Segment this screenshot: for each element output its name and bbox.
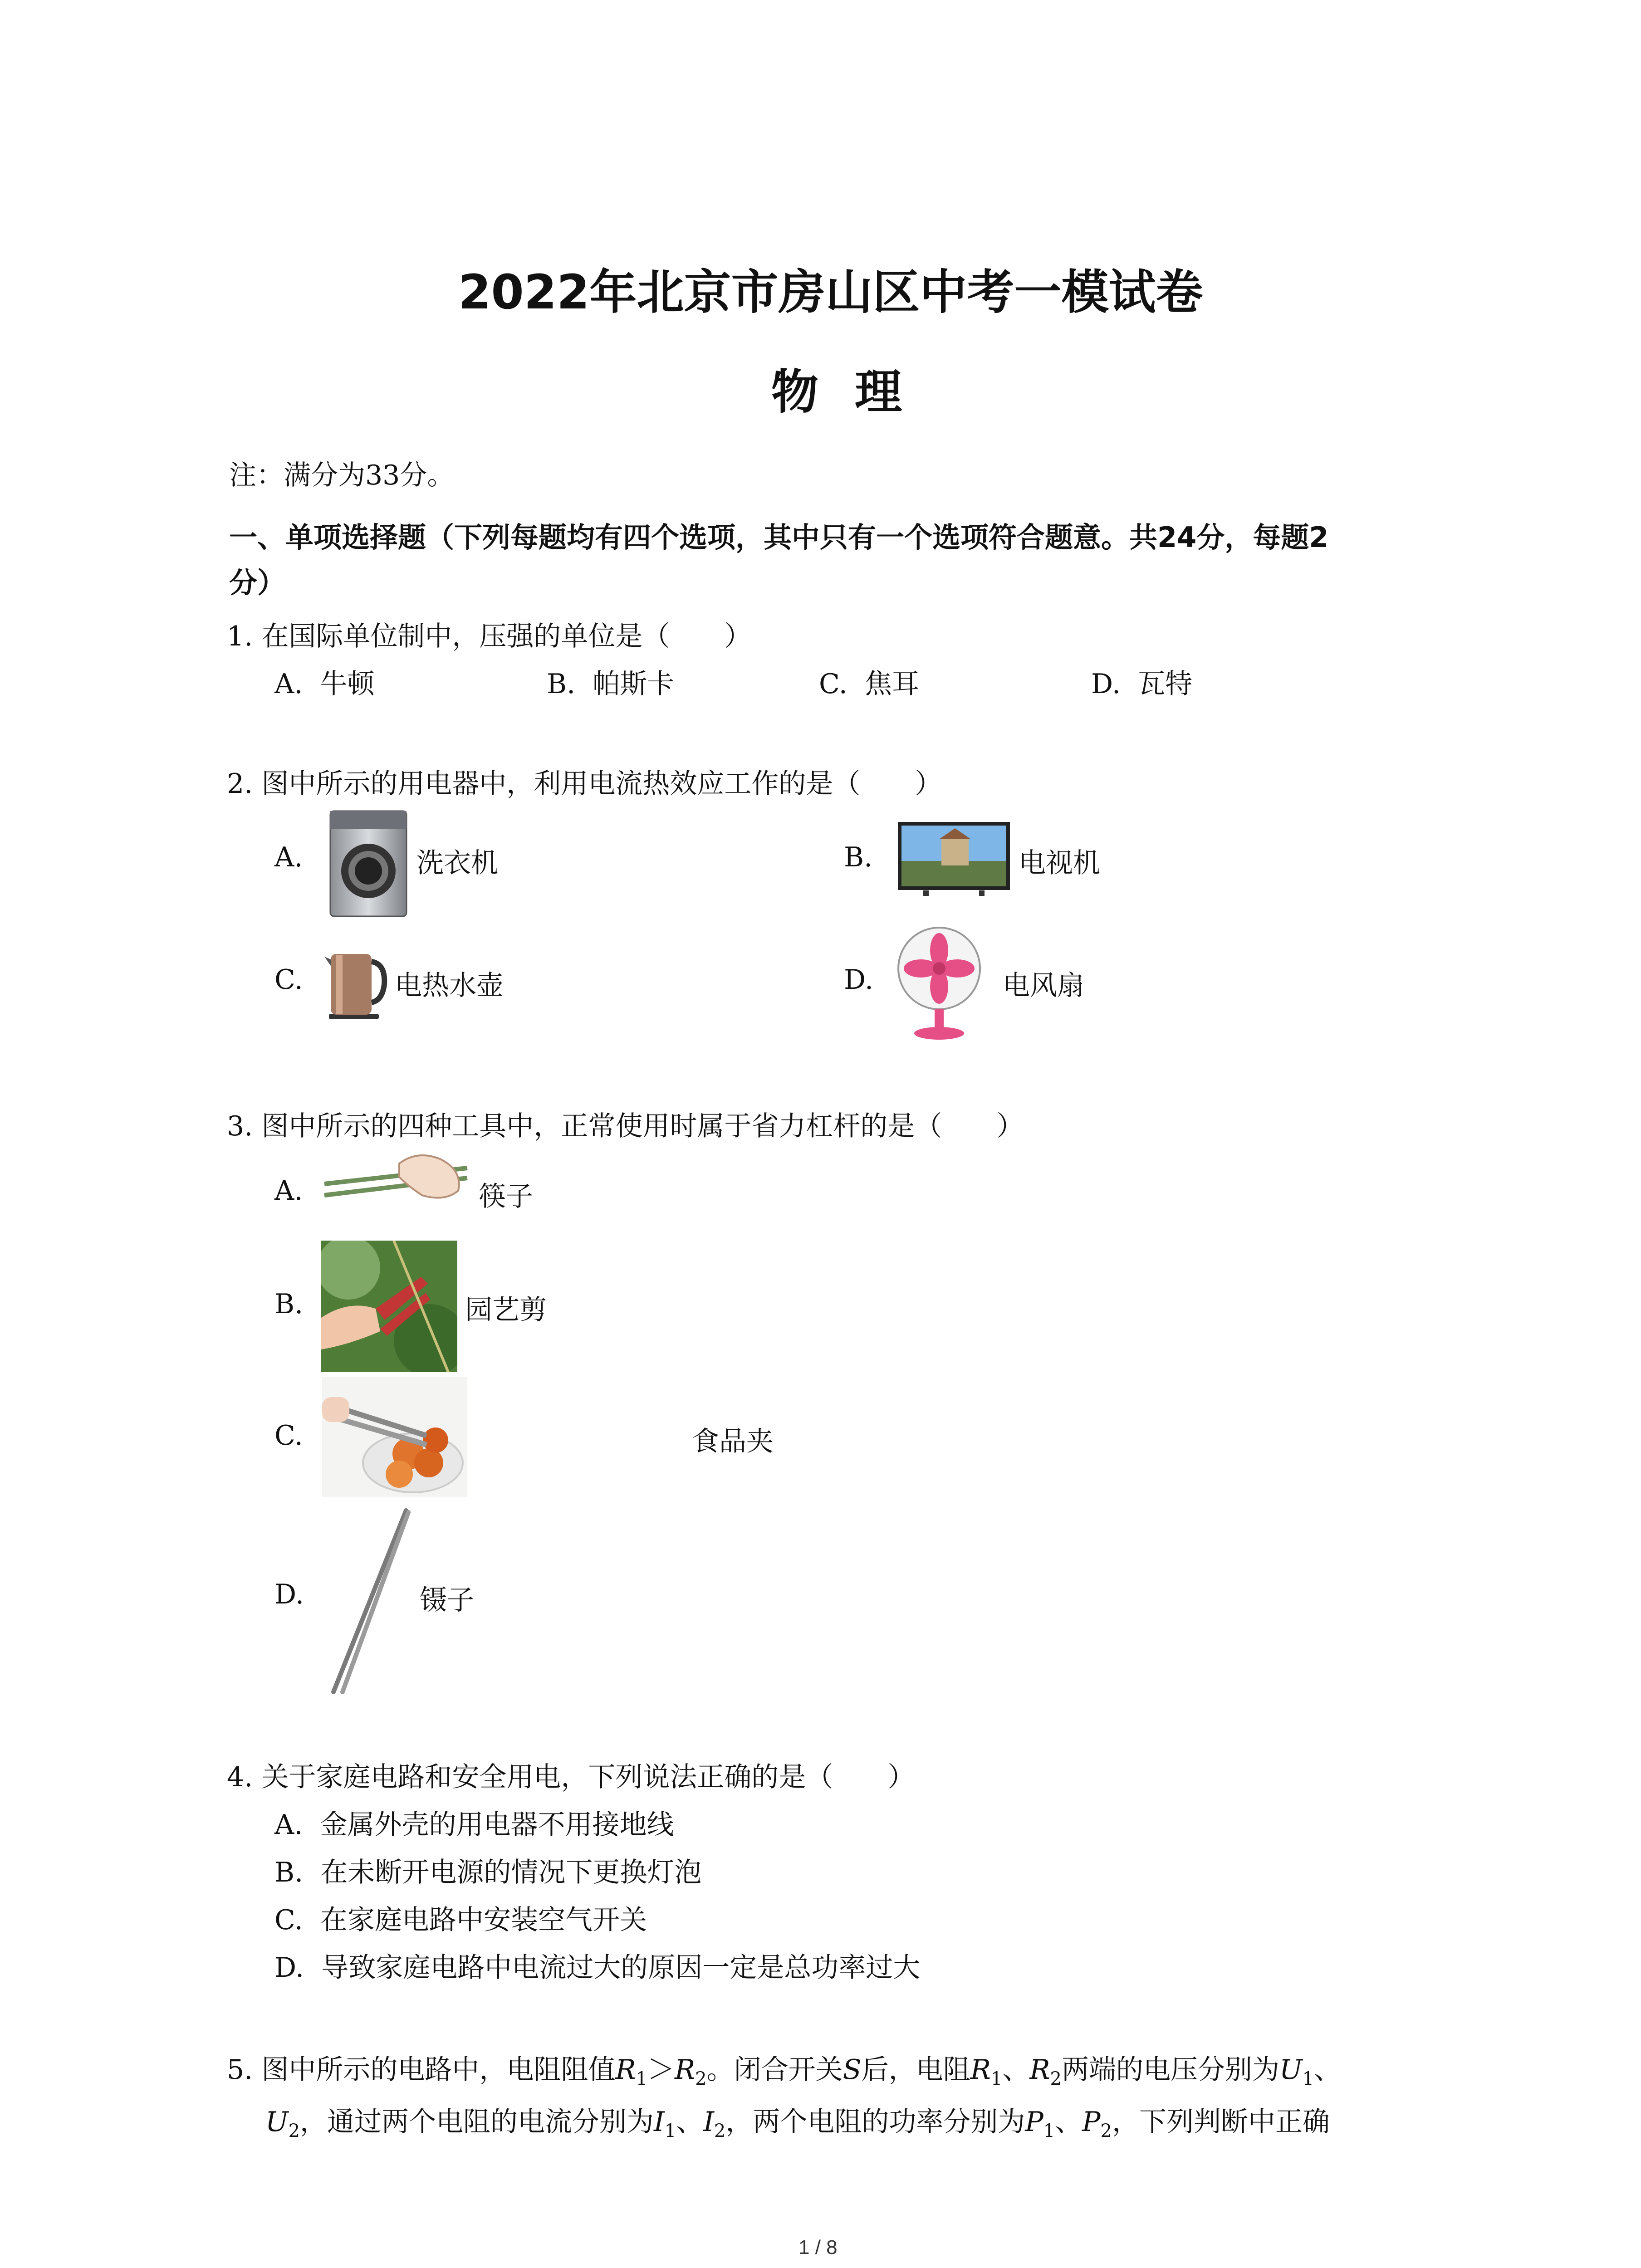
- q1-option-c: [819, 662, 919, 701]
- option-letter: B.: [547, 668, 576, 700]
- q2-option-d-letter: D.: [844, 964, 874, 996]
- q4-option-d: [274, 1946, 920, 1985]
- q5-line2: $U_2$，通过两个电阻的电流分别为$I_1$、$I_2$，两个电阻的功率分别为$P_1$、$P_2$，下列判断中正确: [265, 2106, 1330, 2141]
- q3-option-c-text: 食品夹: [692, 1426, 774, 1457]
- option-text: 牛顿: [320, 668, 375, 700]
- q3-stem: 3. 图中所示的四种工具中，正常使用时属于省力杠杆的是（ ）: [227, 1110, 1024, 1142]
- option-letter: D.: [274, 1952, 304, 1984]
- q5-line1: 5. 图中所示的电路中，电阻阻值$R_1>R_2$。闭合开关S后，电阻$R_1$、$R_2$两端的电压分别为$U_1$、: [227, 2054, 1342, 2089]
- q2-option-c-text: 电热水壶: [395, 970, 504, 1002]
- option-text: 在家庭电路中安装空气开关: [320, 1904, 647, 1936]
- option-text: 帕斯卡: [593, 668, 675, 700]
- q2-option-d-text: 电风扇: [1003, 970, 1084, 1002]
- option-text: 在未断开电源的情况下更换灯泡: [320, 1857, 702, 1888]
- option-letter: C.: [819, 668, 847, 700]
- q2-stem: 2. 图中所示的用电器中，利用电流热效应工作的是（ ）: [227, 768, 942, 800]
- television-icon: [896, 820, 1012, 897]
- q3-option-d-letter: D.: [274, 1579, 304, 1610]
- q2-option-c-letter: C.: [274, 964, 303, 996]
- option-text: 瓦特: [1138, 668, 1193, 700]
- q3-option-a-letter: A.: [274, 1175, 303, 1207]
- q2-option-a-letter: A.: [274, 841, 303, 873]
- q1-option-b: [547, 662, 674, 701]
- option-text: 导致家庭电路中电流过大的原因一定是总功率过大: [321, 1952, 921, 1984]
- electric-fan-icon: [894, 925, 985, 1041]
- option-text: 焦耳: [865, 668, 919, 700]
- q4-stem: 4. 关于家庭电路和安全用电，下列说法正确的是（ ）: [227, 1761, 915, 1793]
- q3-option-a-text: 筷子: [479, 1181, 533, 1212]
- option-letter: C.: [274, 1904, 303, 1936]
- washing-machine-icon: [327, 807, 411, 921]
- q1-stem: 1. 在国际单位制中，压强的单位是（ ）: [227, 621, 752, 652]
- q2-option-b-text: 电视机: [1019, 847, 1100, 879]
- subject-title: 物理: [771, 364, 939, 420]
- option-text: 金属外壳的用电器不用接地线: [320, 1809, 674, 1841]
- q3-option-b-text: 园艺剪: [465, 1294, 547, 1326]
- q3-option-b-letter: B.: [274, 1288, 304, 1320]
- section-heading-line1: 一、单项选择题（下列每题均有四个选项，其中只有一个选项符合题意。共24分，每题2: [229, 521, 1329, 554]
- option-letter: D.: [1091, 668, 1121, 700]
- q4-option-a: [274, 1803, 674, 1842]
- section-heading-line2: 分）: [229, 566, 286, 599]
- q3-option-c-letter: C.: [274, 1420, 303, 1452]
- score-note: 注：满分为33分。: [229, 459, 455, 491]
- q2-option-b-letter: B.: [844, 841, 873, 873]
- q1-option-a: [274, 662, 375, 701]
- page-number: 1 / 8: [798, 2236, 838, 2258]
- garden-shears-icon: [321, 1241, 457, 1372]
- electric-kettle-icon: [324, 946, 388, 1021]
- option-letter: A.: [274, 1809, 303, 1841]
- q2-option-a-text: 洗衣机: [416, 847, 498, 879]
- q4-option-b: [274, 1851, 701, 1890]
- food-tongs-icon: [322, 1377, 467, 1497]
- q3-option-d-text: 镊子: [420, 1584, 474, 1616]
- option-letter: A.: [274, 668, 303, 700]
- q1-option-d: [1091, 662, 1192, 701]
- option-letter: B.: [274, 1857, 304, 1888]
- q4-option-c: [274, 1898, 647, 1937]
- exam-title: 2022年北京市房山区中考一模试卷: [458, 264, 1203, 320]
- chopsticks-icon: [322, 1150, 472, 1204]
- tweezers-icon: [324, 1506, 415, 1696]
